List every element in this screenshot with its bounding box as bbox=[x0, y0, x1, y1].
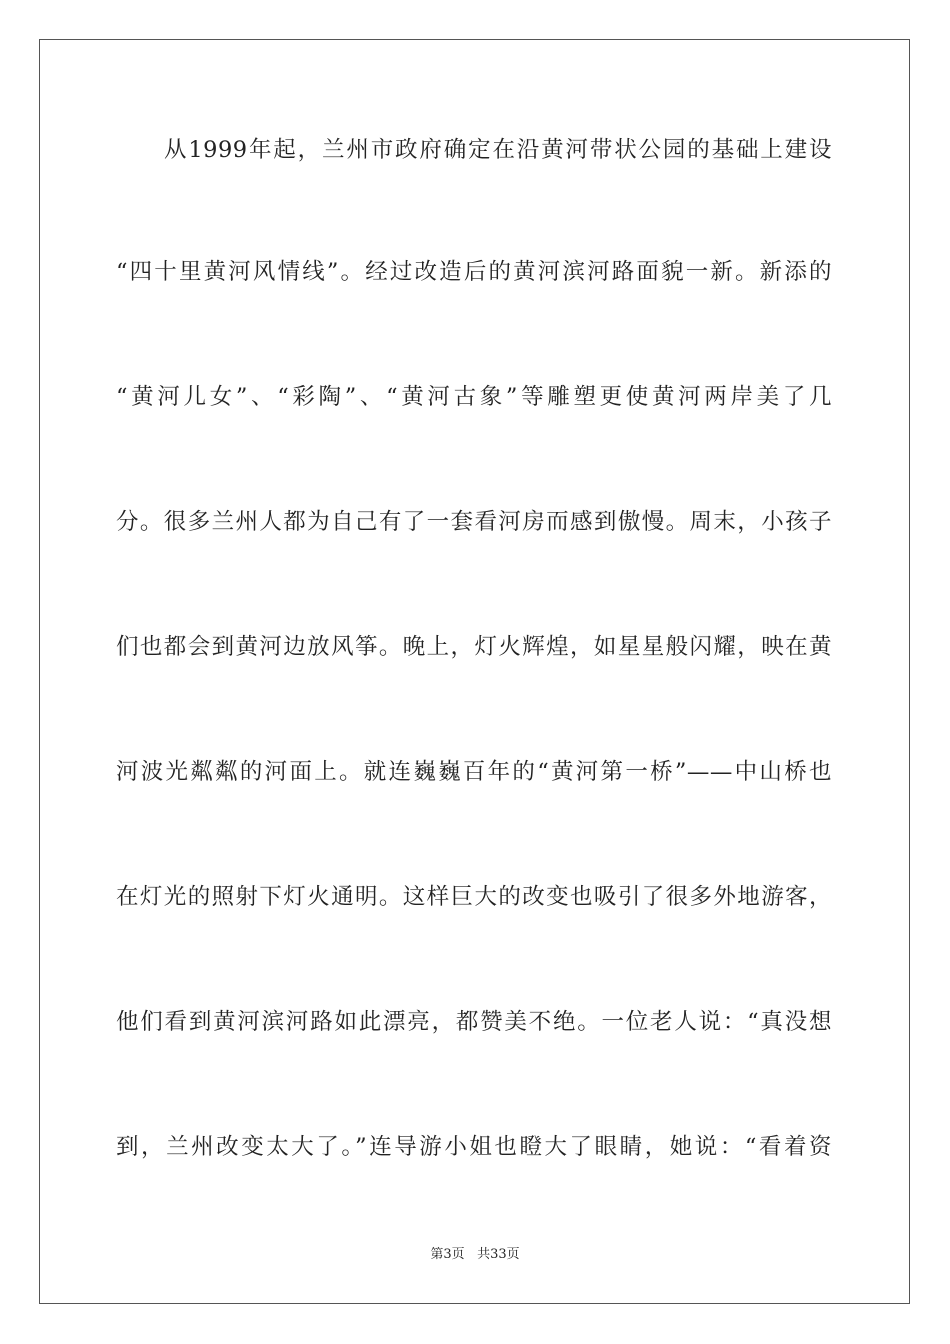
paragraph-line: “黄河儿女”、“彩陶”、“黄河古象”等雕塑更使黄河两岸美了几 bbox=[116, 384, 832, 410]
paragraph-line: 从1999年起，兰州市政府确定在沿黄河带状公园的基础上建设 bbox=[164, 137, 832, 163]
paragraph-line: 河波光粼粼的河面上。就连巍巍百年的“黄河第一桥”——中山桥也 bbox=[116, 759, 832, 785]
paragraph-line: 们也都会到黄河边放风筝。晚上，灯火辉煌，如星星般闪耀，映在黄 bbox=[116, 634, 832, 660]
paragraph-line: 在灯光的照射下灯火通明。这样巨大的改变也吸引了很多外地游客， bbox=[116, 884, 832, 910]
page-number: 第3页 bbox=[430, 1247, 465, 1262]
total-pages: 共33页 bbox=[477, 1247, 520, 1262]
paragraph-line: 分。很多兰州人都为自己有了一套看河房而感到傲慢。周末，小孩子 bbox=[116, 509, 832, 535]
paragraph-line: “四十里黄河风情线”。经过改造后的黄河滨河路面貌一新。新添的 bbox=[116, 259, 832, 285]
page-border bbox=[39, 39, 910, 1304]
paragraph-line: 到，兰州改变太大了。”连导游小姐也瞪大了眼睛，她说：“看着资 bbox=[116, 1134, 832, 1160]
page-footer bbox=[0, 1246, 950, 1264]
paragraph-line: 他们看到黄河滨河路如此漂亮，都赞美不绝。一位老人说：“真没想 bbox=[116, 1009, 832, 1035]
